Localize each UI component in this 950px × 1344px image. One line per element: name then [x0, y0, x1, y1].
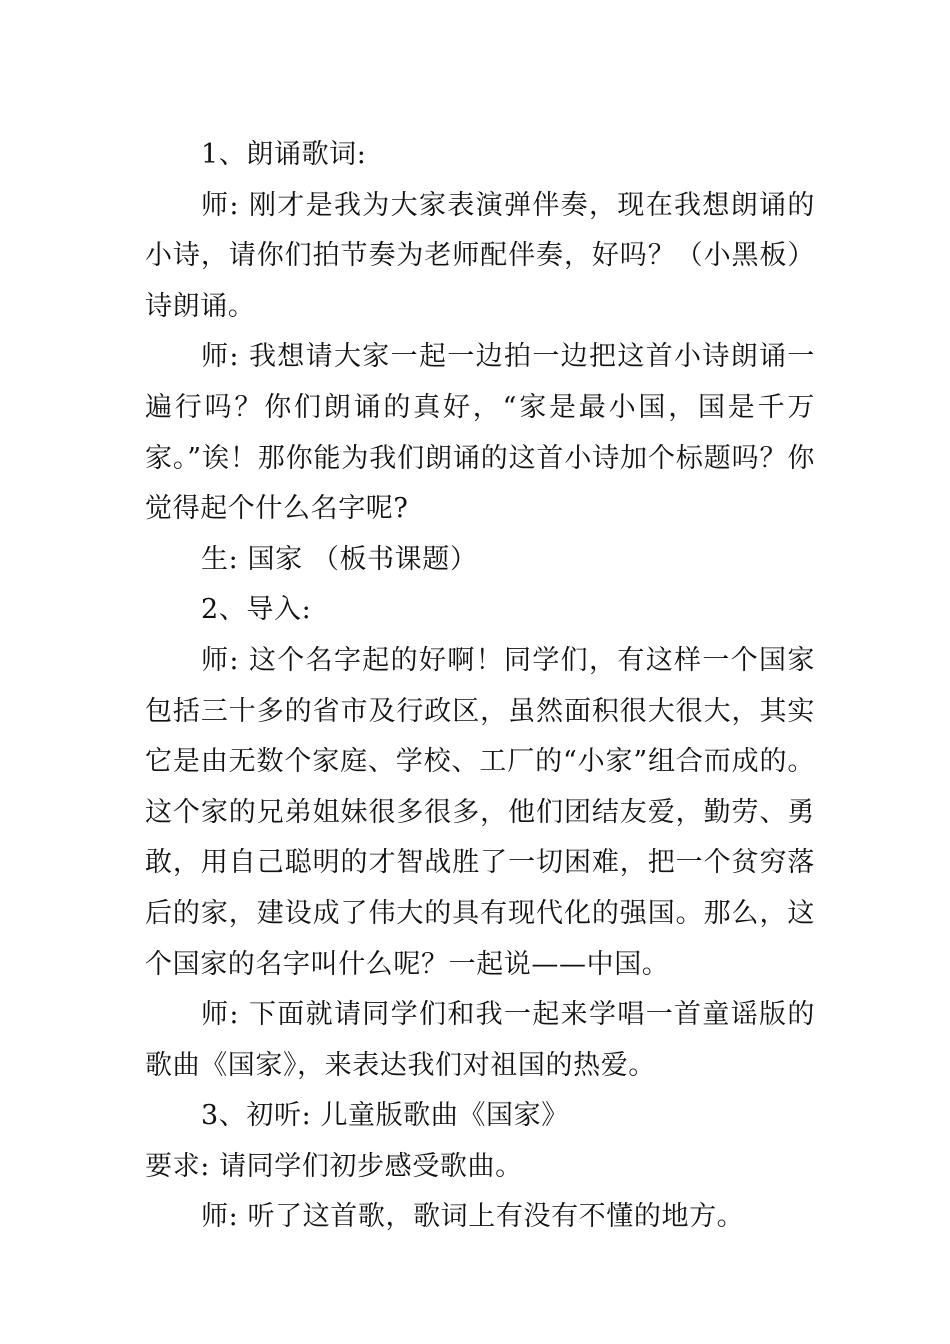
paragraph-teacher-country-description: 师: 这个名字起的好啊！同学们，有这样一个国家包括三十多的省市及行政区，虽然面积很大很大，其实它是由无数个家庭、学校、工厂的“小家”组合而成的。这个家的兄弟姐妹很多很多，他们团结友爱，勤劳、勇敢，用自己聪明的才智战胜了一切困难，把一个贫穷落后的家，建设成了伟大的具有现代化的强国。那么，这个国家的名字叫什么呢？一起说——中国。	[145, 644, 815, 980]
paragraph-student-answer: 生: 国家 （板书课题）	[201, 543, 478, 575]
paragraph-heading-first-listen: 3、初听: 儿童版歌曲《国家》	[201, 1100, 569, 1132]
paragraph-heading-introduction: 2、导入:	[201, 594, 312, 626]
paragraph-teacher-learn-song: 师: 下面就请同学们和我一起来学唱一首童谣版的歌曲《国家》，来表达我们对祖国的热爱。	[145, 999, 815, 1081]
paragraph-teacher-recite-together: 师: 我想请大家一起一边拍一边把这首小诗朗诵一遍行吗？你们朗诵的真好，“家是最小国，国是千万家。”诶！那你能为我们朗诵的这首小诗加个标题吗？你觉得起个什么名字呢?	[145, 341, 815, 525]
paragraph-teacher-accompaniment: 师: 刚才是我为大家表演弹伴奏，现在我想朗诵的小诗，请你们拍节奏为老师配伴奏，好吗？（小黑板）诗朗诵。	[145, 189, 815, 322]
paragraph-teacher-question: 师: 听了这首歌，歌词上有没有不懂的地方。	[201, 1201, 745, 1233]
paragraph-requirement: 要求: 请同学们初步感受歌曲。	[145, 1150, 523, 1182]
document-body	[145, 130, 815, 1243]
paragraph-heading-recite-lyrics: 1、朗诵歌词:	[201, 139, 367, 170]
